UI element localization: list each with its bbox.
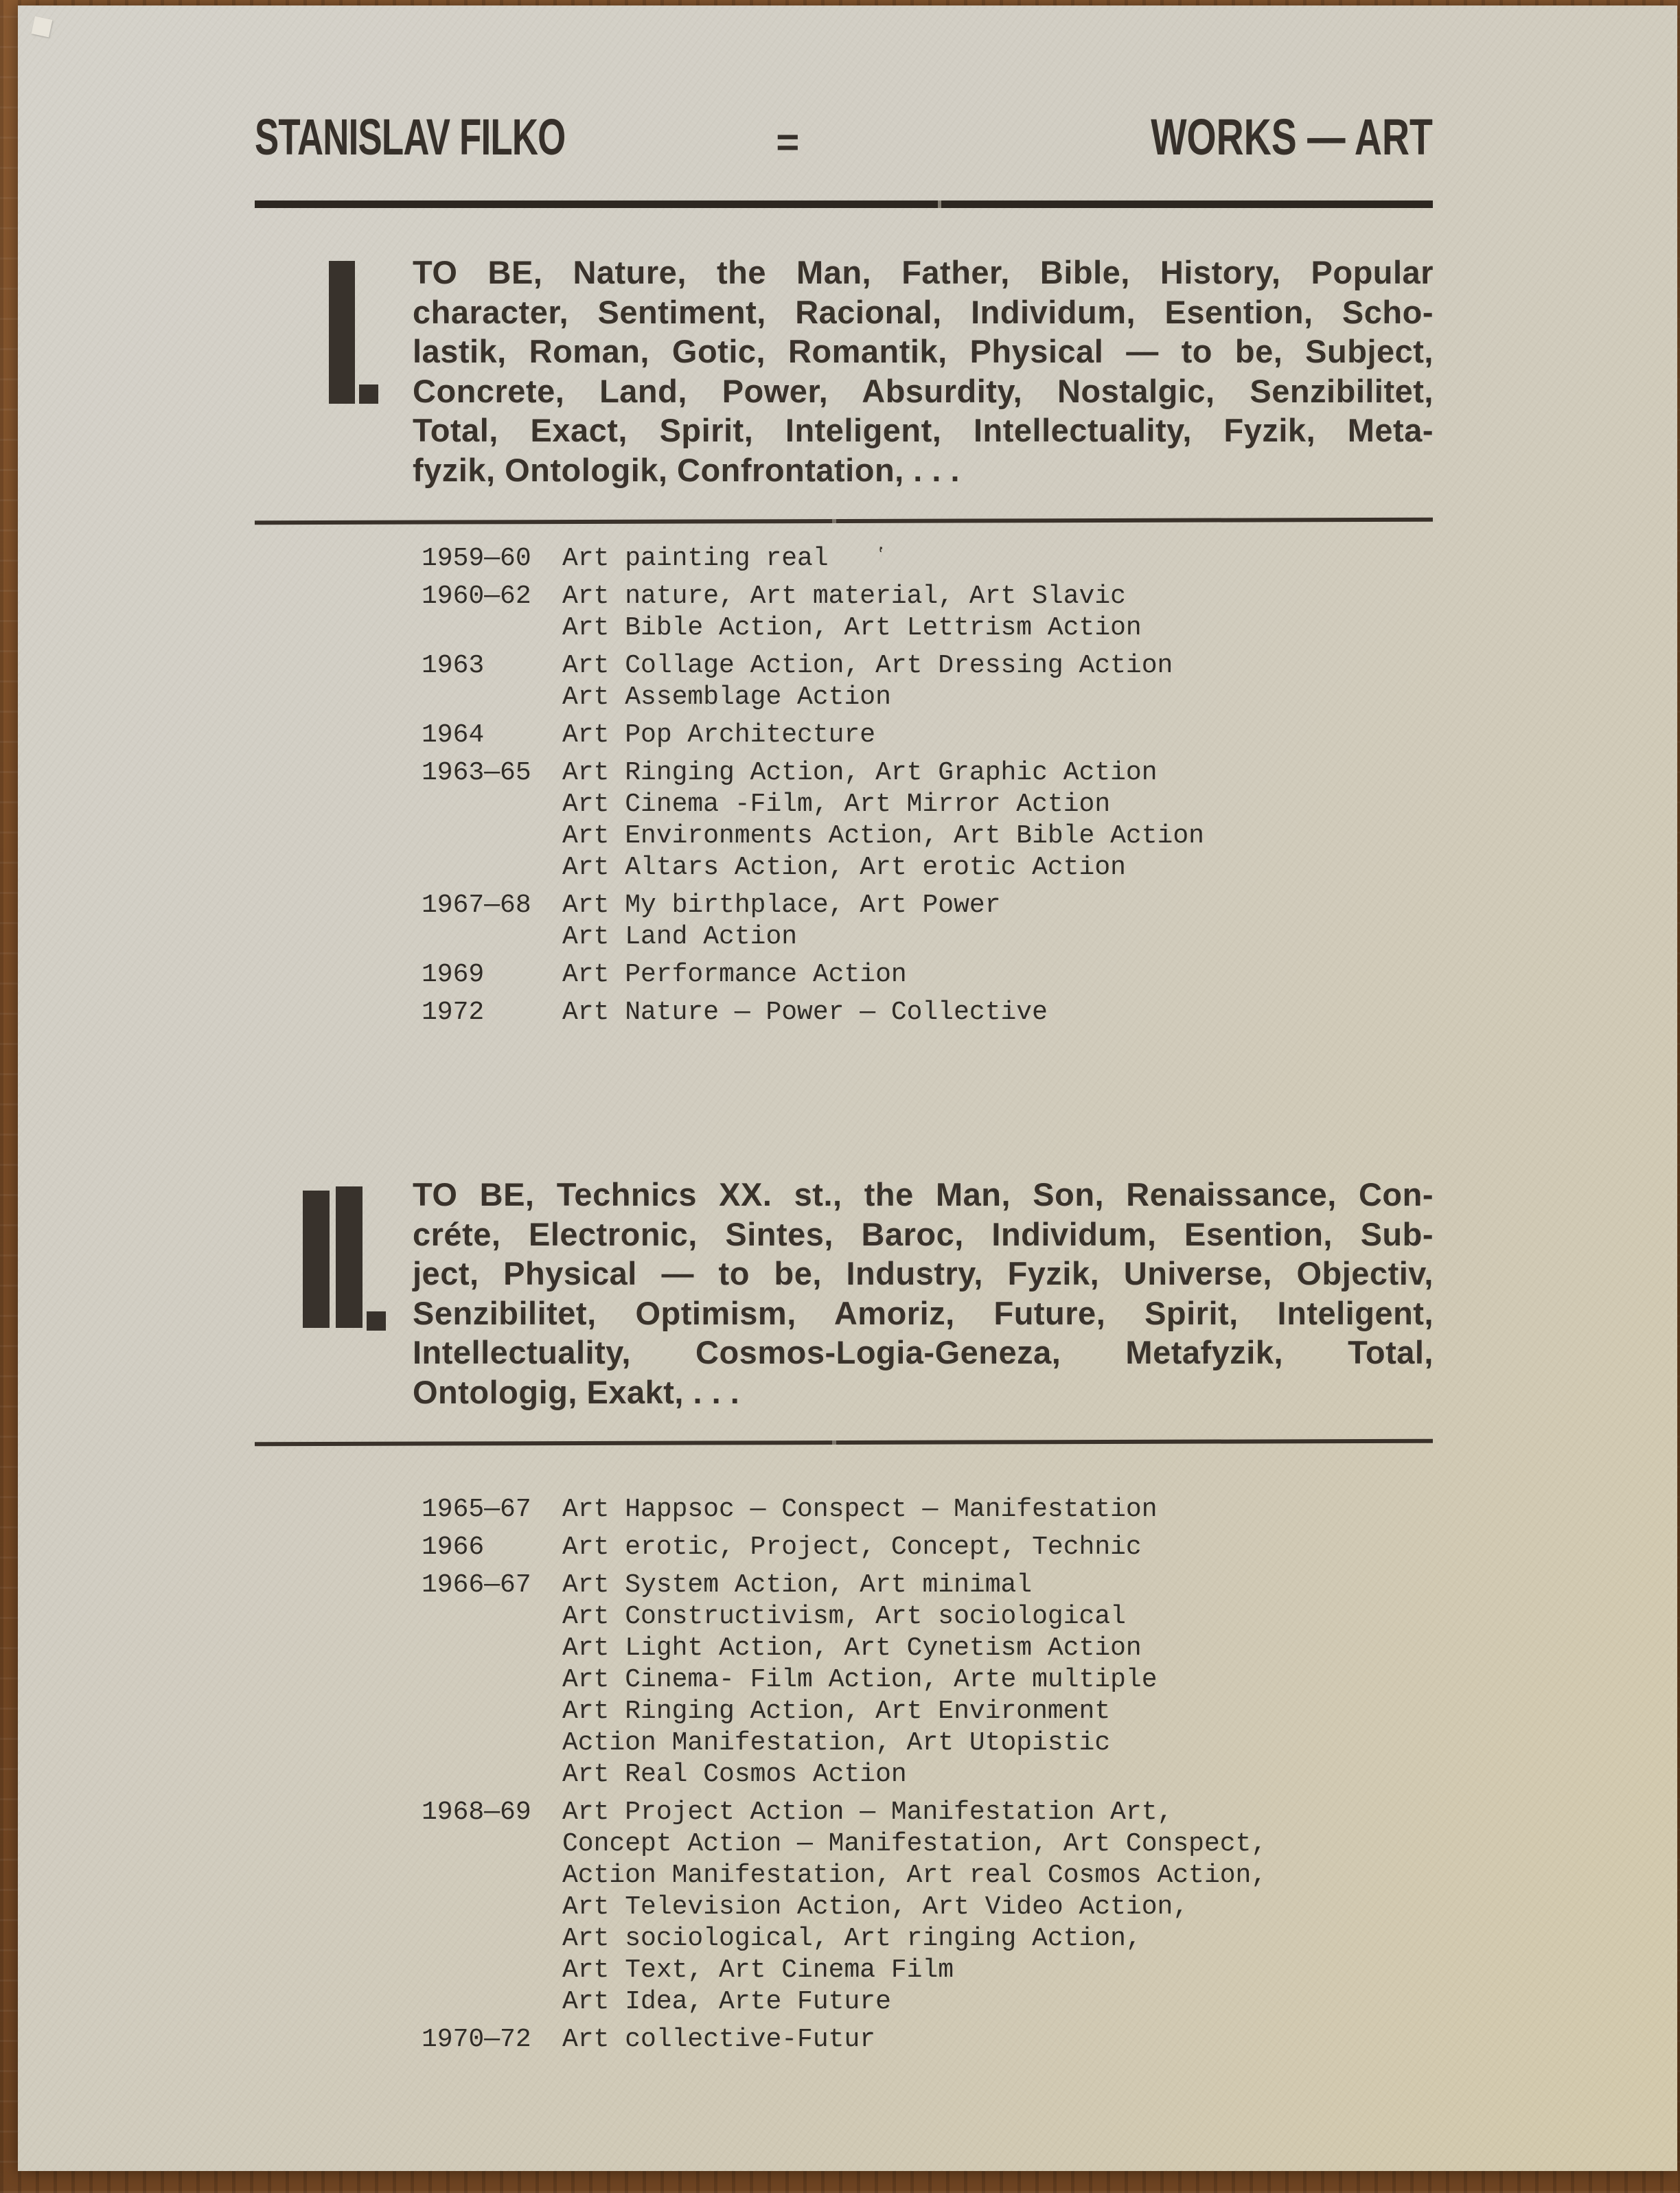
entry-row <box>422 581 1486 644</box>
entry-works <box>562 757 1486 884</box>
page-header <box>255 108 1433 191</box>
numeral-period <box>367 1311 386 1331</box>
work-line: Art Light Action, Art Cynetism Action <box>562 1633 1142 1663</box>
entry-works <box>562 890 1486 953</box>
work-line: Art Altars Action, Art erotic Action <box>562 853 1126 882</box>
work-line: Art Assemblage Action <box>562 682 891 712</box>
entry-works <box>562 543 1486 575</box>
entry-row <box>422 720 1486 751</box>
header-rule <box>255 200 1433 208</box>
statement-line: Concrete, Land, Power, Absurdity, Nostalgic, Senzibilitet, <box>413 372 1434 409</box>
entry-works <box>562 2024 1486 2056</box>
statement-line: Intellectuality, Cosmos-Logia-Geneza, Metafyzik, Total, <box>413 1334 1434 1371</box>
entry-works <box>562 720 1486 751</box>
entry-works <box>562 959 1486 991</box>
works-art-title: WORKS — ART <box>1151 108 1433 165</box>
section-2-chronology <box>422 1494 1486 2062</box>
section-1-rule <box>255 518 1433 525</box>
entry-works <box>562 1532 1486 1563</box>
numeral-bar <box>303 1191 330 1328</box>
artist-name: STANISLAV FILKO <box>255 108 566 165</box>
entry-works <box>562 997 1486 1029</box>
work-line: Art Idea, Arte Future <box>562 1987 891 2017</box>
numeral-bar <box>329 261 355 404</box>
work-line: Art Constructivism, Art sociological <box>562 1602 1126 1631</box>
work-line: Art Collage Action, Art Dressing Action <box>562 651 1173 680</box>
work-line: Art Television Action, Art Video Action, <box>562 1892 1189 1922</box>
entry-years: 1966—67 <box>422 1570 531 1600</box>
entry-row <box>422 890 1486 953</box>
work-line: Art Nature — Power — Collective <box>562 998 1048 1027</box>
statement-line: créte, Electronic, Sintes, Baroc, Individum, Esention, Sub- <box>413 1215 1434 1252</box>
entry-years: 1959—60 <box>422 544 531 573</box>
section-1-chronology <box>422 543 1486 1035</box>
work-line: Art Performance Action <box>562 960 907 989</box>
entry-years: 1965—67 <box>422 1495 531 1524</box>
work-line: Concept Action — Manifestation, Art Conspect, <box>562 1829 1267 1859</box>
work-line: Art sociological, Art ringing Action, <box>562 1924 1142 1953</box>
entry-years: 1972 <box>422 998 485 1027</box>
entry-years: 1966 <box>422 1532 485 1562</box>
work-line: Art Land Action <box>562 922 798 952</box>
entry-years: 1964 <box>422 720 485 750</box>
work-line: Art My birthplace, Art Power <box>562 891 1001 920</box>
equals-sign: = <box>776 120 800 165</box>
work-line: Art Real Cosmos Action <box>562 1760 907 1789</box>
entry-row <box>422 1532 1486 1563</box>
entry-years: 1960—62 <box>422 582 531 611</box>
entry-years: 1963 <box>422 651 485 680</box>
entry-works <box>562 581 1486 644</box>
entry-works <box>562 1494 1486 1526</box>
statement-line: TO BE, Nature, the Man, Father, Bible, History, Popular <box>413 254 1434 290</box>
work-line: Art Environments Action, Art Bible Action <box>562 821 1204 851</box>
statement-line: character, Sentiment, Racional, Individum, Esention, Scho- <box>413 293 1434 330</box>
work-line: Action Manifestation, Art real Cosmos Action, <box>562 1861 1267 1890</box>
statement-line: TO BE, Technics XX. st., the Man, Son, Renaissance, Con- <box>413 1176 1434 1213</box>
work-line: Art Happsoc — Conspect — Manifestation <box>562 1495 1158 1524</box>
document-page <box>18 5 1677 2171</box>
work-line: Art collective-Futur <box>562 2025 876 2054</box>
entry-works <box>562 650 1486 713</box>
entry-row <box>422 1570 1486 1791</box>
entry-years: 1967—68 <box>422 891 531 920</box>
entry-works <box>562 1570 1486 1791</box>
stray-ink-mark: ʽ <box>871 544 888 573</box>
entry-row <box>422 959 1486 991</box>
work-line: Art Cinema- Film Action, Arte multiple <box>562 1665 1158 1695</box>
work-line: Art Cinema -Film, Art Mirror Action <box>562 790 1111 819</box>
work-line: Action Manifestation, Art Utopistic <box>562 1728 1111 1758</box>
entry-works <box>562 1797 1486 2018</box>
work-line: Art Pop Architecture <box>562 720 876 750</box>
section-2-statement <box>413 1175 1434 1412</box>
section-1-numeral-I <box>329 261 380 404</box>
entry-row <box>422 543 1486 575</box>
entry-row <box>422 2024 1486 2056</box>
entry-years: 1969 <box>422 960 485 989</box>
statement-line: ject, Physical — to be, Industry, Fyzik, Universe, Objectiv, <box>413 1255 1434 1292</box>
entry-years: 1963—65 <box>422 758 531 788</box>
work-line: Art Ringing Action, Art Graphic Action <box>562 758 1158 788</box>
work-line: Art erotic, Project, Concept, Technic <box>562 1532 1142 1562</box>
section-2-rule <box>255 1439 1433 1446</box>
entry-row <box>422 757 1486 884</box>
numeral-bar <box>336 1186 363 1328</box>
numeral-period <box>359 384 378 404</box>
entry-row <box>422 997 1486 1029</box>
work-line: Art Text, Art Cinema Film <box>562 1955 954 1985</box>
work-line: Art nature, Art material, Art Slavic <box>562 582 1126 611</box>
work-line: Art painting real <box>562 544 829 573</box>
statement-line: Total, Exact, Spirit, Inteligent, Intellectuality, Fyzik, Meta- <box>413 412 1434 449</box>
entry-years: 1968—69 <box>422 1798 531 1827</box>
entry-row <box>422 1494 1486 1526</box>
statement-line: fyzik, Ontologik, Confrontation, . . . <box>413 451 960 488</box>
statement-line: lastik, Roman, Gotic, Romantik, Physical — to be, Subject, <box>413 333 1434 370</box>
entry-years: 1970—72 <box>422 2025 531 2054</box>
work-line: Art Project Action — Manifestation Art, <box>562 1798 1173 1827</box>
work-line: Art Ringing Action, Art Environment <box>562 1697 1111 1726</box>
section-1-statement <box>413 253 1434 490</box>
work-line: Art System Action, Art minimal <box>562 1570 1033 1600</box>
statement-line: Ontologig, Exakt, . . . <box>413 1373 740 1410</box>
work-line: Art Bible Action, Art Lettrism Action <box>562 613 1142 643</box>
entry-row <box>422 1797 1486 2018</box>
entry-row <box>422 650 1486 713</box>
statement-line: Senzibilitet, Optimism, Amoriz, Future, Spirit, Inteligent, <box>413 1294 1434 1331</box>
section-2-numeral-II <box>303 1186 389 1333</box>
